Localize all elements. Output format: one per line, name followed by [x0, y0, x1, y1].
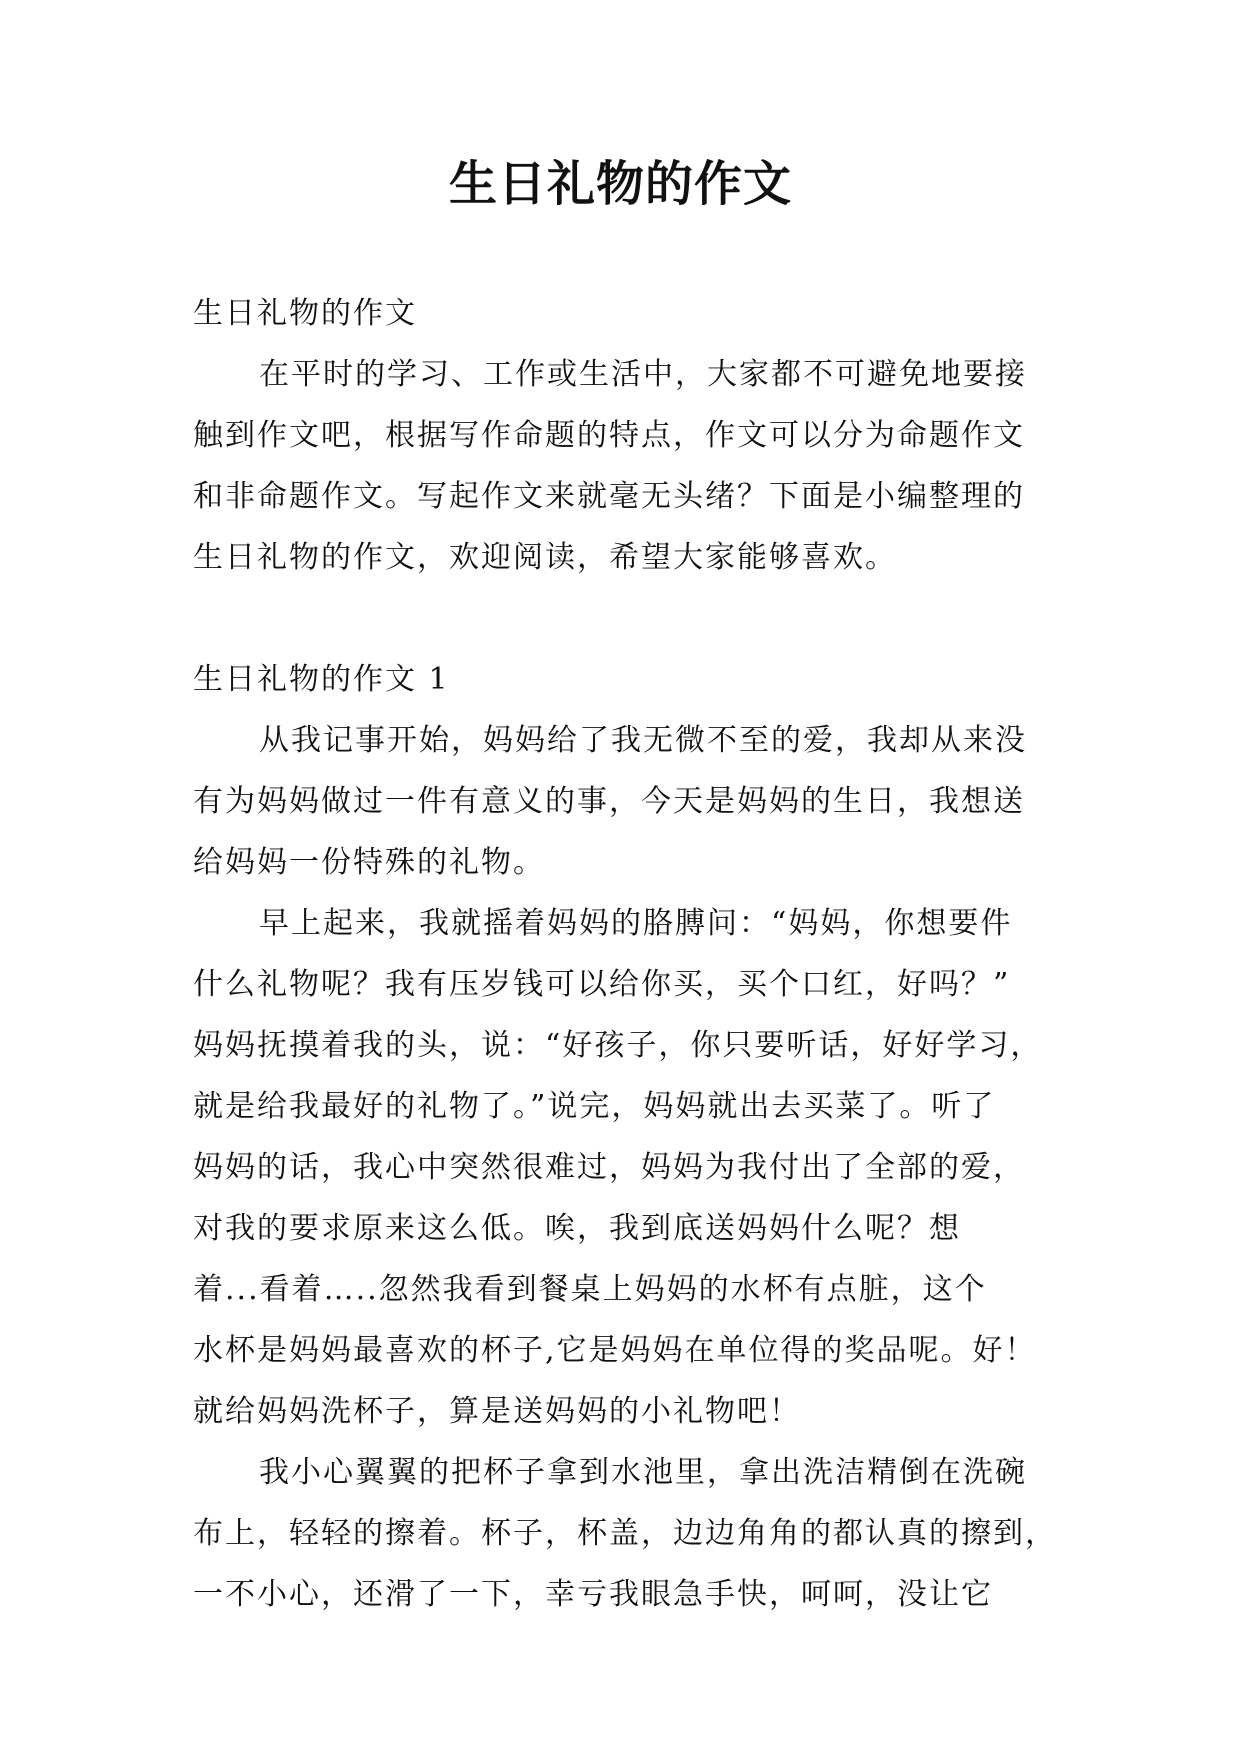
intro-heading: 生日礼物的作文	[193, 296, 417, 331]
essay-paragraph-line: 有为妈妈做过一件有意义的事，今天是妈妈的生日，我想送	[193, 784, 1025, 819]
essay-paragraph-line: 着...看着…..忽然我看到餐桌上妈妈的水杯有点脏，这个	[193, 1272, 987, 1307]
document-body	[193, 283, 1061, 1625]
intro-paragraph-line: 和非命题作文。写起作文来就毫无头绪？下面是小编整理的	[193, 479, 1025, 514]
essay-paragraph-line: 布上，轻轻的擦着。杯子，杯盖，边边角角的都认真的擦到，	[193, 1516, 1057, 1551]
essay-paragraph-line: 妈妈的话，我心中突然很难过，妈妈为我付出了全部的爱，	[193, 1150, 1025, 1185]
essay-paragraph-line: 早上起来，我就摇着妈妈的胳膊问：“妈妈，你想要件	[259, 906, 1013, 941]
intro-paragraph-line: 生日礼物的作文，欢迎阅读，希望大家能够喜欢。	[193, 540, 897, 575]
essay-paragraph-line: 什么礼物呢？我有压岁钱可以给你买，买个口红，好吗？”	[193, 967, 1011, 1002]
essay-paragraph-line: 水杯是妈妈最喜欢的杯子,它是妈妈在单位得的奖品呢。好！	[193, 1333, 1037, 1368]
intro-paragraph-line: 触到作文吧，根据写作命题的特点，作文可以分为命题作文	[193, 418, 1025, 453]
essay-heading: 生日礼物的作文 1	[193, 662, 450, 697]
essay-paragraph-line: 我小心翼翼的把杯子拿到水池里，拿出洗洁精倒在洗碗	[259, 1455, 1027, 1490]
essay-paragraph-line: 对我的要求原来这么低。唉，我到底送妈妈什么呢？想	[193, 1211, 961, 1246]
essay-paragraph-line: 妈妈抚摸着我的头，说：“好孩子，你只要听话，好好学习，	[193, 1028, 1043, 1063]
essay-paragraph-line: 给妈妈一份特殊的礼物。	[193, 845, 545, 880]
document-title: 生日礼物的作文	[448, 156, 792, 212]
intro-paragraph-line: 在平时的学习、工作或生活中，大家都不可避免地要接	[259, 357, 1027, 392]
essay-paragraph-line: 就是给我最好的礼物了。”说完，妈妈就出去买菜了。听了	[193, 1089, 996, 1124]
essay-paragraph-line: 就给妈妈洗杯子，算是送妈妈的小礼物吧！	[193, 1394, 801, 1429]
essay-paragraph-line: 从我记事开始，妈妈给了我无微不至的爱，我却从来没	[259, 723, 1027, 758]
essay-paragraph-line: 一不小心，还滑了一下，幸亏我眼急手快，呵呵，没让它	[193, 1577, 993, 1612]
section-spacer	[193, 588, 1061, 649]
